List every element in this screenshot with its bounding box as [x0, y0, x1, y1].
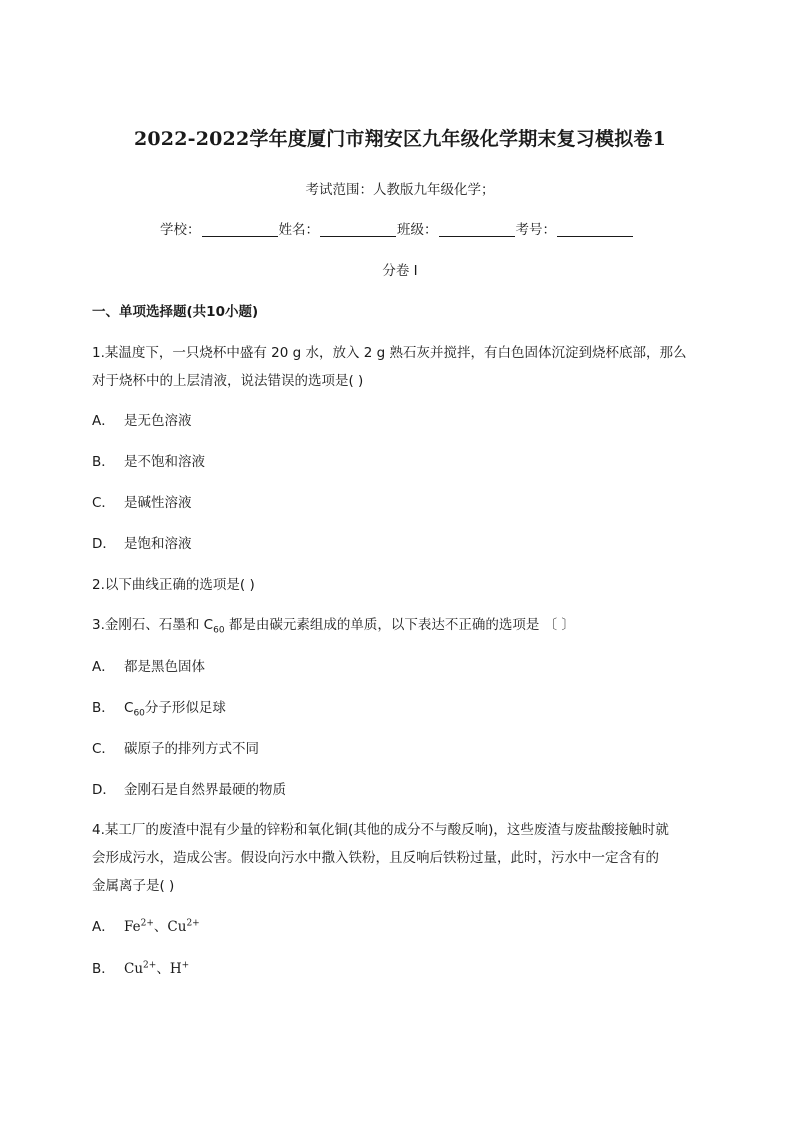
- volume-label: 分卷 I: [382, 263, 418, 279]
- option-text: 是饱和溶液: [124, 536, 192, 552]
- q3-stem-text: 3.金刚石、石墨和 C: [92, 617, 214, 633]
- section-heading: 一、单项选择题(共10小题): [92, 304, 259, 320]
- option-label: A．: [92, 659, 115, 675]
- q1-stem-line1: 1.某温度下，一只烧杯中盛有 20 g 水，放入 2 g 熟石灰并搅拌，有白色固体沉淀到烧杯底部，那么: [92, 345, 687, 361]
- class-blank: [439, 222, 515, 237]
- q2-stem: 2.以下曲线正确的选项是( ): [92, 577, 255, 593]
- exam-scope: 考试范围：人教版九年级化学；: [305, 182, 495, 198]
- ion-charge: +: [181, 960, 190, 971]
- option-label: B．: [92, 961, 115, 977]
- ion-symbol: Cu: [124, 961, 144, 977]
- option-text-post: 分子形似足球: [144, 700, 226, 716]
- q3-option-d: [92, 778, 286, 798]
- separator: 、: [153, 919, 168, 935]
- ion-symbol: H: [169, 961, 182, 977]
- name-blank: [320, 222, 396, 237]
- option-text: 都是黑色固体: [124, 659, 205, 675]
- q1-option-c: [92, 491, 192, 511]
- school-label: 学校：: [160, 222, 201, 238]
- q3-stem: [92, 613, 575, 636]
- option-text-pre: C: [124, 700, 134, 716]
- option-text: 是无色溶液: [124, 413, 192, 429]
- option-text: 是不饱和溶液: [124, 454, 205, 470]
- ion-charge: 2+: [143, 960, 157, 971]
- number-label: 考号：: [515, 222, 556, 238]
- separator: 、: [156, 961, 170, 977]
- q4-option-a: [92, 915, 200, 935]
- ion-symbol: Fe: [124, 919, 141, 935]
- option-label: D．: [92, 782, 116, 798]
- ion-charge: 2+: [186, 918, 200, 929]
- school-blank: [202, 222, 278, 237]
- option-label: D．: [92, 536, 116, 552]
- option-label: A．: [92, 919, 115, 935]
- q4-stem-line1: 4.某工厂的废渣中混有少量的锌粉和氧化铜(其他的成分不与酸反响)，这些废渣与废盐酸接触时就: [92, 822, 669, 838]
- option-text: 碳原子的排列方式不同: [124, 741, 259, 757]
- name-label: 姓名：: [278, 222, 319, 238]
- option-label: A．: [92, 413, 115, 429]
- option-label: B．: [92, 700, 115, 716]
- class-label: 班级：: [397, 222, 438, 238]
- q3-option-b: [92, 696, 226, 719]
- q4-stem-line3: 金属离子是( ): [92, 878, 175, 894]
- q1-option-a: [92, 409, 192, 429]
- subscript: 60: [213, 625, 225, 636]
- q3-stem-text-rest: 都是由碳元素组成的单质，以下表达不正确的选项是 〔 〕: [224, 617, 575, 633]
- number-blank: [557, 222, 633, 237]
- option-text: 是碱性溶液: [124, 495, 192, 511]
- student-info-row: [160, 218, 634, 238]
- q1-option-b: [92, 450, 205, 470]
- ion-symbol: Cu: [167, 919, 187, 935]
- q4-stem-line2: 会形成污水，造成公害。假设向污水中撒入铁粉，且反响后铁粉过量，此时，污水中一定含有的: [92, 850, 659, 866]
- q1-stem-line2: 对于烧杯中的上层清液，说法错误的选项是( ): [92, 373, 364, 389]
- q4-option-b: [92, 957, 189, 977]
- option-label: B．: [92, 454, 115, 470]
- option-label: C．: [92, 495, 115, 511]
- q3-option-c: [92, 737, 259, 757]
- q3-option-a: [92, 655, 205, 675]
- q1-option-d: [92, 532, 192, 552]
- exam-title: 2022-2022学年度厦门市翔安区九年级化学期末复习模拟卷1: [133, 128, 667, 150]
- option-text: 金刚石是自然界最硬的物质: [124, 782, 286, 798]
- ion-charge: 2+: [140, 918, 154, 929]
- option-label: C．: [92, 741, 115, 757]
- subscript: 60: [133, 708, 145, 719]
